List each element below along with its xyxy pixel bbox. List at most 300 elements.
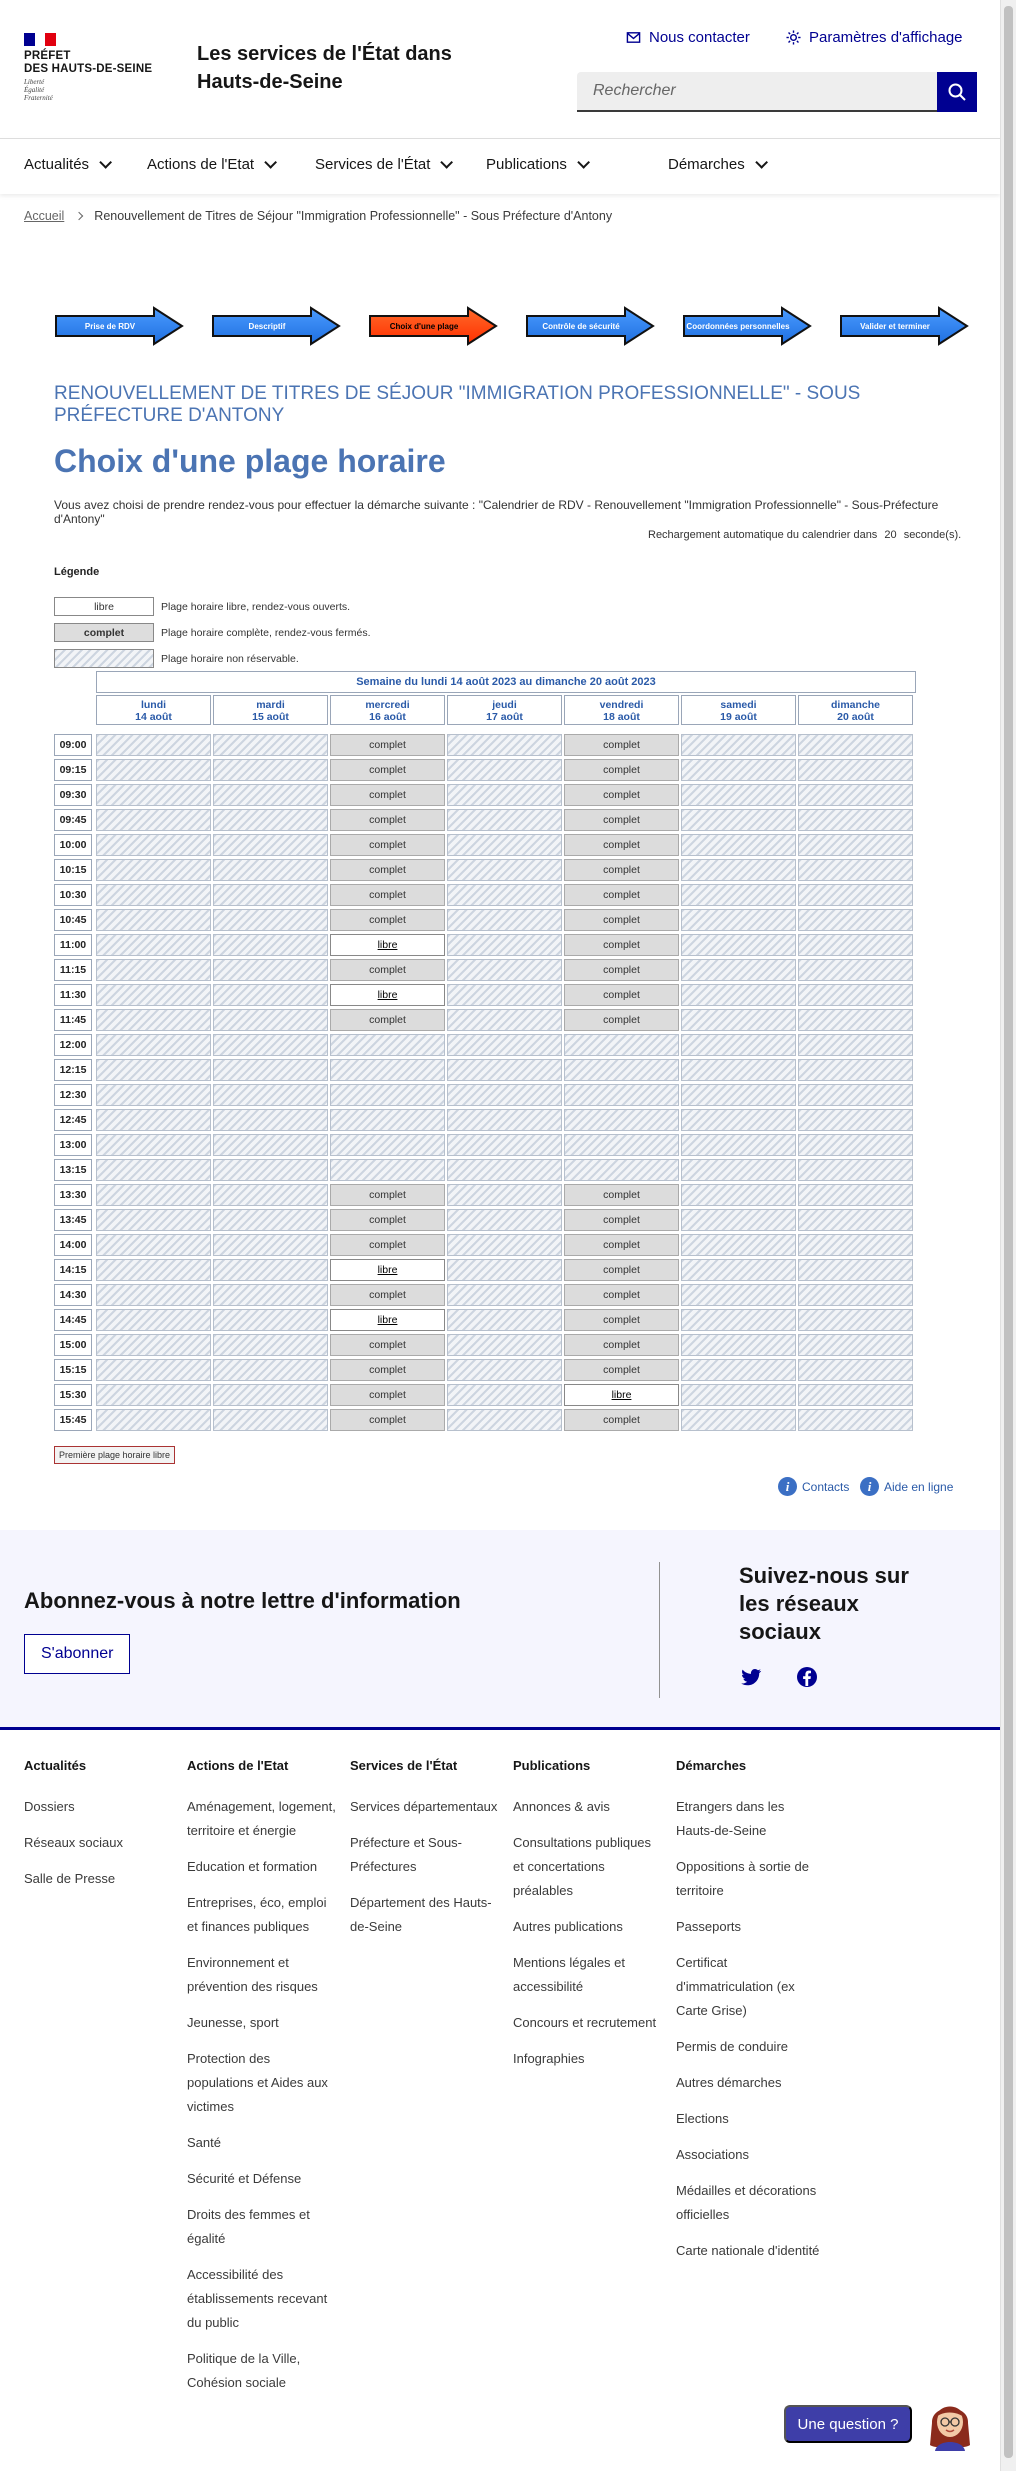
day-header xyxy=(798,695,913,725)
slot-unavailable xyxy=(681,984,796,1006)
chevron-down-icon xyxy=(264,156,277,169)
time-label: 12:30 xyxy=(54,1084,92,1106)
time-label: 13:00 xyxy=(54,1134,92,1156)
footer-column xyxy=(24,1758,174,1903)
slot-full: complet xyxy=(330,1234,445,1256)
slot-unavailable xyxy=(213,1309,328,1331)
facebook-icon[interactable] xyxy=(795,1665,819,1689)
footer-link[interactable]: Accessibilité des établissements recevant du public xyxy=(187,2267,328,2330)
slot-unavailable xyxy=(213,734,328,756)
footer-link[interactable]: Droits des femmes et égalité xyxy=(187,2207,310,2246)
time-label: 11:45 xyxy=(54,1009,92,1031)
chevron-down-icon xyxy=(755,156,768,169)
slot-unavailable xyxy=(213,759,328,781)
footer-link[interactable]: Education et formation xyxy=(187,1859,318,1874)
slot-full: complet xyxy=(564,884,679,906)
slot-unavailable xyxy=(213,1209,328,1231)
slot-unavailable xyxy=(447,1359,562,1381)
slot-full: complet xyxy=(564,1259,679,1281)
divider xyxy=(659,1562,660,1698)
footer-link[interactable]: Associations xyxy=(676,2147,749,2162)
slot-unavailable xyxy=(798,1334,913,1356)
contact-label: Nous contacter xyxy=(649,29,750,46)
slot-full: complet xyxy=(564,1284,679,1306)
motto-egalite: Égalité xyxy=(24,86,45,94)
reload-prefix: Rechargement automatique du calendrier dans xyxy=(648,529,878,541)
nav-services-etat[interactable] xyxy=(315,156,449,173)
footer-link[interactable]: Elections xyxy=(676,2111,729,2126)
slot-unavailable xyxy=(447,884,562,906)
slot-unavailable xyxy=(447,1109,562,1131)
footer-column xyxy=(676,1758,826,2275)
slot-unavailable xyxy=(447,1184,562,1206)
slot-unavailable xyxy=(213,984,328,1006)
slot-full: complet xyxy=(564,734,679,756)
search-input[interactable] xyxy=(577,72,937,112)
slot-unavailable xyxy=(681,809,796,831)
slot-unavailable xyxy=(681,884,796,906)
slot-full: complet xyxy=(564,1234,679,1256)
legend-free-box: libre xyxy=(54,597,154,616)
slot-unavailable xyxy=(798,1159,913,1181)
footer-link[interactable]: Protection des populations et Aides aux victimes xyxy=(187,2051,328,2114)
day-date: 18 août xyxy=(603,711,640,723)
main-nav xyxy=(0,138,1000,194)
slot-full: complet xyxy=(564,1309,679,1331)
day-date: 14 août xyxy=(135,711,172,723)
slot-unavailable xyxy=(681,934,796,956)
slot-unavailable xyxy=(213,934,328,956)
slot-unavailable xyxy=(447,1309,562,1331)
day-name: dimanche xyxy=(830,699,880,711)
page-scrollbar[interactable] xyxy=(1000,0,1016,2471)
slot-full: complet xyxy=(330,909,445,931)
slot-free[interactable]: libre xyxy=(330,1259,445,1281)
slot-unavailable xyxy=(681,784,796,806)
footer-link[interactable]: Concours et recrutement xyxy=(513,2015,657,2030)
slot-unavailable xyxy=(213,1034,328,1056)
legend-unavailable xyxy=(54,649,299,668)
search-button[interactable] xyxy=(937,72,977,112)
footer-link[interactable]: Autres publications xyxy=(513,1919,623,1934)
slot-unavailable xyxy=(213,1109,328,1131)
slot-unavailable xyxy=(447,934,562,956)
day-name: jeudi xyxy=(492,699,517,711)
footer-link[interactable]: Etrangers dans les Hauts-de-Seine xyxy=(676,1799,785,1838)
slot-unavailable xyxy=(798,1284,913,1306)
footer-column-title[interactable]: Publications xyxy=(513,1758,591,1773)
slot-full: complet xyxy=(330,834,445,856)
slot-full: complet xyxy=(564,909,679,931)
slot-unavailable xyxy=(798,1409,913,1431)
slot-full: complet xyxy=(330,784,445,806)
step-2 xyxy=(211,306,341,346)
slot-unavailable xyxy=(213,1184,328,1206)
slot-unavailable xyxy=(447,734,562,756)
slot-unavailable xyxy=(447,1059,562,1081)
republic-motto xyxy=(24,78,53,102)
slot-unavailable xyxy=(96,909,211,931)
slot-full: complet xyxy=(564,1409,679,1431)
footer-link[interactable]: Mentions légales et accessibilité xyxy=(513,1955,626,1994)
slot-full: complet xyxy=(330,859,445,881)
slot-unavailable xyxy=(96,1284,211,1306)
slot-unavailable xyxy=(798,1009,913,1031)
footer-link[interactable]: Carte nationale d'identité xyxy=(676,2243,820,2258)
footer-link[interactable]: Département des Hauts-de-Seine xyxy=(350,1895,492,1934)
slot-unavailable xyxy=(213,1009,328,1031)
newsletter-section xyxy=(0,1530,1000,1730)
slot-unavailable xyxy=(447,1334,562,1356)
day-date: 16 août xyxy=(369,711,406,723)
day-header xyxy=(213,695,328,725)
slot-full: complet xyxy=(564,1009,679,1031)
time-label: 12:15 xyxy=(54,1059,92,1081)
social-title: Suivez-nous sur les réseaux sociaux xyxy=(739,1563,909,1644)
slot-unavailable xyxy=(213,834,328,856)
footer-link[interactable]: Dossiers xyxy=(24,1799,75,1814)
slot-unavailable xyxy=(798,1034,913,1056)
slot-full: complet xyxy=(330,884,445,906)
slot-unavailable xyxy=(213,1334,328,1356)
footer-column-title[interactable]: Services de l'État xyxy=(350,1758,458,1773)
slot-full: complet xyxy=(330,1359,445,1381)
step-6 xyxy=(839,306,969,346)
step-5 xyxy=(682,306,812,346)
slot-unavailable xyxy=(447,834,562,856)
slot-unavailable xyxy=(681,1059,796,1081)
steps-progress xyxy=(54,306,934,346)
time-label: 11:00 xyxy=(54,934,92,956)
slot-unavailable xyxy=(798,984,913,1006)
slot-unavailable xyxy=(681,1384,796,1406)
slot-free[interactable]: libre xyxy=(330,934,445,956)
slot-full: complet xyxy=(564,1184,679,1206)
time-label: 10:45 xyxy=(54,909,92,931)
slot-free[interactable]: libre xyxy=(330,984,445,1006)
footer-column xyxy=(350,1758,500,1951)
slot-full: complet xyxy=(330,959,445,981)
footer-link[interactable]: Sécurité et Défense xyxy=(187,2171,302,2186)
slot-unavailable xyxy=(96,809,211,831)
time-label: 15:00 xyxy=(54,1334,92,1356)
slot-unavailable xyxy=(96,959,211,981)
time-label: 12:45 xyxy=(54,1109,92,1131)
slot-full: complet xyxy=(564,784,679,806)
slot-unavailable xyxy=(330,1109,445,1131)
demarche-title: RENOUVELLEMENT DE TITRES DE SÉJOUR "IMMIGRATION PROFESSIONNELLE" - SOUS PRÉFECTURE D'ANTONY xyxy=(54,383,861,426)
slot-unavailable xyxy=(447,909,562,931)
slot-full: complet xyxy=(564,1334,679,1356)
chat-button[interactable]: Une question ? xyxy=(784,2405,912,2443)
slot-full: complet xyxy=(330,1284,445,1306)
slot-full: complet xyxy=(330,759,445,781)
slot-unavailable xyxy=(330,1159,445,1181)
slot-unavailable xyxy=(798,809,913,831)
slot-unavailable xyxy=(681,1359,796,1381)
slot-unavailable xyxy=(447,1384,562,1406)
nav-demarches[interactable] xyxy=(668,156,764,173)
footer-link[interactable]: Salle de Presse xyxy=(24,1871,116,1886)
motto-fraternite: Fraternité xyxy=(24,94,53,102)
day-date: 19 août xyxy=(720,711,757,723)
slot-full: complet xyxy=(330,1334,445,1356)
time-label: 14:30 xyxy=(54,1284,92,1306)
scrollbar-thumb[interactable] xyxy=(1004,6,1013,2458)
breadcrumb xyxy=(24,209,612,223)
slot-full: complet xyxy=(564,959,679,981)
slot-unavailable xyxy=(213,1284,328,1306)
day-date: 15 août xyxy=(252,711,289,723)
slot-unavailable xyxy=(213,1359,328,1381)
legend-unavailable-desc: Plage horaire non réservable. xyxy=(161,652,299,665)
slot-unavailable xyxy=(798,1084,913,1106)
slot-unavailable xyxy=(213,1059,328,1081)
step-label: Descriptif xyxy=(248,321,286,331)
step-label: Prise de RDV xyxy=(84,321,136,331)
slot-unavailable xyxy=(681,1284,796,1306)
footer-link[interactable]: Entreprises, éco, emploi et finances publiques xyxy=(187,1895,327,1934)
breadcrumb-current: Renouvellement de Titres de Séjour "Immigration Professionnelle" - Sous Préfecture d'Antony xyxy=(94,209,613,223)
slot-unavailable xyxy=(96,1159,211,1181)
slot-unavailable xyxy=(447,859,562,881)
service-title[interactable]: Les services de l'État dans Hauts-de-Seine xyxy=(197,43,452,93)
slot-unavailable xyxy=(447,1259,562,1281)
breadcrumb-home[interactable]: Accueil xyxy=(24,209,65,223)
slot-free[interactable]: libre xyxy=(330,1309,445,1331)
day-date: 20 août xyxy=(837,711,874,723)
nav-label: Services de l'État xyxy=(315,156,431,173)
slot-unavailable xyxy=(213,1234,328,1256)
slot-unavailable xyxy=(798,934,913,956)
slot-unavailable xyxy=(213,1384,328,1406)
step-1 xyxy=(54,306,184,346)
slot-unavailable xyxy=(681,1234,796,1256)
footer-link[interactable]: Annonces & avis xyxy=(513,1799,610,1814)
slot-unavailable xyxy=(213,809,328,831)
slot-unavailable xyxy=(798,959,913,981)
footer-link[interactable]: Aménagement, logement, territoire et énergie xyxy=(187,1799,336,1838)
slot-free[interactable]: libre xyxy=(564,1384,679,1406)
first-free-slot-button[interactable]: Première plage horaire libre xyxy=(54,1446,175,1464)
slot-unavailable xyxy=(681,909,796,931)
time-label: 09:00 xyxy=(54,734,92,756)
slot-unavailable xyxy=(798,1234,913,1256)
page-title: Choix d'une plage horaire xyxy=(54,443,446,479)
footer-link[interactable]: Politique de la Ville, Cohésion sociale xyxy=(187,2351,301,2390)
slot-unavailable xyxy=(330,1084,445,1106)
nav-label: Actions de l'Etat xyxy=(147,156,255,173)
info-icon: i xyxy=(778,1477,797,1496)
nav-actions-etat[interactable] xyxy=(147,156,273,173)
slot-unavailable xyxy=(798,1359,913,1381)
legend-title: Légende xyxy=(54,566,100,578)
footer-link[interactable]: Services départementaux xyxy=(350,1799,498,1814)
footer-link[interactable]: Oppositions à sortie de territoire xyxy=(676,1859,809,1898)
day-header xyxy=(96,695,211,725)
time-label: 13:15 xyxy=(54,1159,92,1181)
nav-publications[interactable] xyxy=(486,156,586,173)
footer-link[interactable]: Consultations publiques et concertations préalables xyxy=(513,1835,652,1898)
slot-unavailable xyxy=(564,1034,679,1056)
time-label: 15:45 xyxy=(54,1409,92,1431)
time-label: 14:45 xyxy=(54,1309,92,1331)
slot-unavailable xyxy=(96,1034,211,1056)
slot-unavailable xyxy=(447,1409,562,1431)
step-label: Contrôle de sécurité xyxy=(542,321,620,331)
slot-full: complet xyxy=(330,1209,445,1231)
slot-full: complet xyxy=(330,1384,445,1406)
time-label: 11:15 xyxy=(54,959,92,981)
slot-unavailable xyxy=(96,1234,211,1256)
day-name: vendredi xyxy=(599,699,644,711)
motto-liberte: Liberté xyxy=(24,78,45,86)
slot-unavailable xyxy=(798,859,913,881)
slot-unavailable xyxy=(681,1159,796,1181)
time-label: 15:30 xyxy=(54,1384,92,1406)
footer-link[interactable]: Réseaux sociaux xyxy=(24,1835,123,1850)
online-help-link[interactable] xyxy=(860,1477,953,1496)
chevron-down-icon xyxy=(441,156,454,169)
slot-unavailable xyxy=(447,1209,562,1231)
slot-unavailable xyxy=(447,784,562,806)
slot-unavailable xyxy=(447,1034,562,1056)
footer-link[interactable]: Préfecture et Sous-Préfectures xyxy=(350,1835,462,1874)
slot-unavailable xyxy=(96,934,211,956)
slot-unavailable xyxy=(447,984,562,1006)
footer-link[interactable]: Environnement et prévention des risques xyxy=(187,1955,318,1994)
step-label: Choix d'une plage xyxy=(389,321,459,331)
footer-link[interactable]: Certificat d'immatriculation (ex Carte Grise) xyxy=(676,1955,795,2018)
slot-unavailable xyxy=(96,1209,211,1231)
reload-notice xyxy=(648,529,961,541)
contact-link[interactable] xyxy=(626,29,750,46)
slot-unavailable xyxy=(681,1134,796,1156)
slot-unavailable xyxy=(96,1084,211,1106)
slot-unavailable xyxy=(798,1059,913,1081)
slot-unavailable xyxy=(798,734,913,756)
online-help-label: Aide en ligne xyxy=(884,1479,954,1494)
day-header xyxy=(681,695,796,725)
slot-full: complet xyxy=(330,1409,445,1431)
legend-full-box: complet xyxy=(54,623,154,642)
envelope-icon xyxy=(626,30,641,45)
slot-full: complet xyxy=(564,859,679,881)
footer-column-title[interactable]: Actions de l'Etat xyxy=(187,1758,289,1773)
nav-actualites[interactable] xyxy=(24,156,108,173)
prefet-logo[interactable] xyxy=(24,50,152,76)
footer-link[interactable]: Santé xyxy=(187,2135,221,2150)
slot-unavailable xyxy=(798,909,913,931)
footer-link[interactable]: Permis de conduire xyxy=(676,2039,788,2054)
legend-free xyxy=(54,597,350,616)
day-header xyxy=(330,695,445,725)
day-name: lundi xyxy=(140,699,167,711)
slot-unavailable xyxy=(798,834,913,856)
footer-link[interactable]: Autres démarches xyxy=(676,2075,782,2090)
assistant-avatar-icon[interactable] xyxy=(925,2393,975,2451)
slot-unavailable xyxy=(681,1034,796,1056)
reload-suffix: seconde(s). xyxy=(903,529,962,541)
footer-link[interactable]: Infographies xyxy=(513,2051,585,2066)
slot-full: complet xyxy=(330,1184,445,1206)
slot-unavailable xyxy=(213,784,328,806)
footer-column-title[interactable]: Démarches xyxy=(676,1758,747,1773)
slot-unavailable xyxy=(96,884,211,906)
slot-unavailable xyxy=(798,759,913,781)
slot-unavailable xyxy=(447,959,562,981)
footer-column xyxy=(513,1758,663,2083)
slot-unavailable xyxy=(564,1109,679,1131)
slot-unavailable xyxy=(447,1134,562,1156)
time-label: 10:30 xyxy=(54,884,92,906)
footer-link[interactable]: Jeunesse, sport xyxy=(187,2015,279,2030)
slot-unavailable xyxy=(681,759,796,781)
legend-unavailable-box xyxy=(54,649,154,668)
slot-unavailable xyxy=(681,1109,796,1131)
slot-unavailable xyxy=(330,1134,445,1156)
slot-unavailable xyxy=(213,1134,328,1156)
slot-unavailable xyxy=(213,909,328,931)
footer-link[interactable]: Médailles et décorations officielles xyxy=(676,2183,817,2222)
slot-unavailable xyxy=(213,1084,328,1106)
slot-unavailable xyxy=(96,1009,211,1031)
subscribe-button[interactable]: S'abonner xyxy=(24,1634,130,1674)
footer-column-title[interactable]: Actualités xyxy=(24,1758,87,1773)
slot-unavailable xyxy=(681,859,796,881)
slot-unavailable xyxy=(96,784,211,806)
footer-column xyxy=(187,1758,337,2407)
slot-unavailable xyxy=(798,1134,913,1156)
slot-unavailable xyxy=(96,1184,211,1206)
display-settings-link[interactable] xyxy=(786,29,963,46)
slot-unavailable xyxy=(681,1259,796,1281)
slot-full: complet xyxy=(564,1209,679,1231)
sun-icon xyxy=(786,30,801,45)
slot-unavailable xyxy=(681,959,796,981)
slot-full: complet xyxy=(564,984,679,1006)
slot-unavailable xyxy=(213,1159,328,1181)
time-label: 12:00 xyxy=(54,1034,92,1056)
slot-unavailable xyxy=(96,1409,211,1431)
slot-unavailable xyxy=(96,834,211,856)
slot-full: complet xyxy=(564,809,679,831)
chevron-down-icon xyxy=(99,156,112,169)
time-label: 09:15 xyxy=(54,759,92,781)
time-label: 10:15 xyxy=(54,859,92,881)
time-label: 13:45 xyxy=(54,1209,92,1231)
slot-full: complet xyxy=(330,809,445,831)
slot-unavailable xyxy=(681,1309,796,1331)
slot-full: complet xyxy=(330,1009,445,1031)
slot-unavailable xyxy=(798,1259,913,1281)
contacts-link[interactable] xyxy=(778,1477,849,1496)
slot-unavailable xyxy=(798,1309,913,1331)
slot-unavailable xyxy=(330,1059,445,1081)
slot-unavailable xyxy=(681,1209,796,1231)
slot-unavailable xyxy=(213,859,328,881)
magnifier-icon xyxy=(947,82,967,102)
day-header xyxy=(447,695,562,725)
nav-label: Publications xyxy=(486,156,567,173)
time-label: 15:15 xyxy=(54,1359,92,1381)
step-3 xyxy=(368,306,498,346)
chevron-down-icon xyxy=(577,156,590,169)
site-header xyxy=(0,0,1000,138)
footer-link[interactable]: Passeports xyxy=(676,1919,742,1934)
slot-unavailable xyxy=(96,984,211,1006)
twitter-icon[interactable] xyxy=(739,1665,763,1689)
